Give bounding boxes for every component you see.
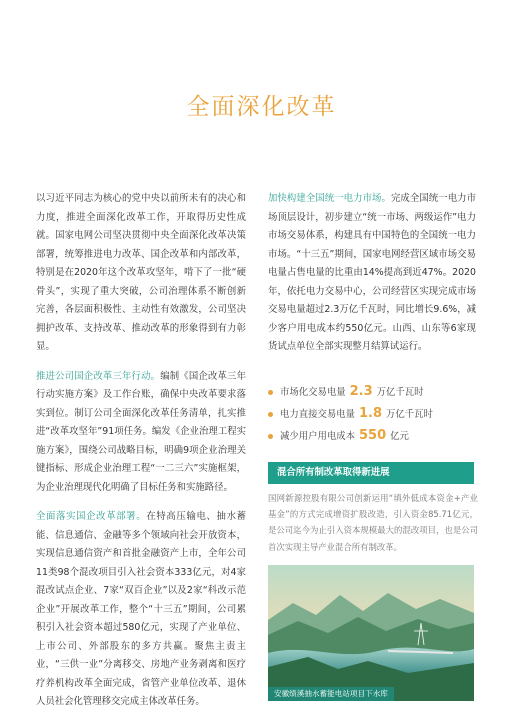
paragraph-body: 编制《国企改革三年行动实施方案》及工作台账，确保中央改革要求落实到位。制订公司全面深化改革任务清单，扎实推进“改革攻坚年”91项任务。编发《企业治理工程实施方案》，围绕公司战略目标，明确9项企业治理关键指标、形成企业治理工程“一二三六”实施框架，为企业治理现代化明确了目标任务和实施路径。 [36,370,246,493]
stat-label: 电力直接交易电量 [280,408,356,420]
stat-item [268,383,476,405]
mixed-ownership-box-header: 混合所有制改革取得新进展 [268,462,474,484]
stats-list [268,383,476,449]
stat-label: 市场化交易电量 [280,386,346,398]
photo-caption: 安徽绩溪抽水蓄能电站项目下水库 [268,687,394,701]
paragraph-lead: 加快构建全国统一电力市场。 [268,193,391,204]
stat-unit: 亿元 [390,430,409,442]
stat-item [268,405,476,427]
paragraph-body: 完成全国统一电力市场顶层设计，初步建立“统一市场、两级运作”电力市场交易体系，构建具有中国特色的全国统一电力市场。“十三五”期间，国家电网经营区域市场交易电量占售电量的比重由14%提高到近47%。2020年，依托电力交易中心，公司经营区实现完成市场交易电量超过2.3万亿千瓦时，同比增长9.6%，减少客户用电成本约550亿元。山西、山东等6家现货试点单位全部实现整月结算试运行。 [268,193,476,352]
pumped-storage-photo [268,565,474,701]
bullet-dot-icon [268,412,273,417]
paragraph-lead: 全面落实国企改革部署。 [36,511,147,522]
soe-reform-paragraph [36,508,246,712]
stat-value: 1.8 [359,405,383,421]
power-market-paragraph [268,190,476,357]
stat-unit: 万亿千瓦时 [386,408,433,420]
stat-item [268,427,476,449]
stat-unit: 万亿千瓦时 [376,386,424,398]
mixed-ownership-box-text: 国网新源控股有限公司创新运用“填外低成本资金+产业基金”的方式完成增资扩股改造，引入资金85.71亿元，是公司迄今为止引入资本规模最大的混改项目，也是公司首次实现主导产业混合所有制改革。 [268,493,478,552]
bullet-dot-icon [268,390,273,395]
bullet-dot-icon [268,434,273,439]
right-column [268,190,476,449]
stat-label: 减少用户用电成本 [280,430,356,442]
reform-three-year-paragraph [36,368,246,498]
stat-value: 550 [359,427,387,443]
landscape-illustration [268,565,474,701]
paragraph-lead: 推进公司国企改革三年行动。 [36,370,161,382]
paragraph-body: 在特高压输电、抽水蓄能、信息通信、金融等多个领域向社会开放资本，实现信息通信资产和首批金融资产上市，全年公司11类98个混改项目引入社会资本333亿元，对4家混改试点企业、7家“双百企业”以及2家“科改示范企业”开展改革工作，整个“十三五”期间，公司累积引入社会资本超过580亿元，实现了产业单位、上市公司、外部股东的多方共赢。聚焦主责主业，“三供一业”分离移交、房地产业务剥离和医疗疗养机构改革全面完成，省管产业单位改革、退休人员社会化管理移交完成主体改革任务。 [36,511,246,707]
left-column [36,190,246,723]
page-title: 全面深化改革 [186,94,337,120]
intro-paragraph: 以习近平同志为核心的党中央以前所未有的决心和力度，推进全面深化改革工作，开取得历史性成就。国家电网公司坚决贯彻中央全面深化改革决策部署，统筹推进电力改革、国企改革和内部改革，特别是在2020年这个改革攻坚年，啃下了一批“硬骨头”，实现了重大突破，公司治理体系不断创新完善，各层面积极性、主动性有效激发，公司坚决拥护改革、支持改革、推动改革的形象得到有力彰显。 [36,193,246,352]
stat-value: 2.3 [349,383,373,399]
